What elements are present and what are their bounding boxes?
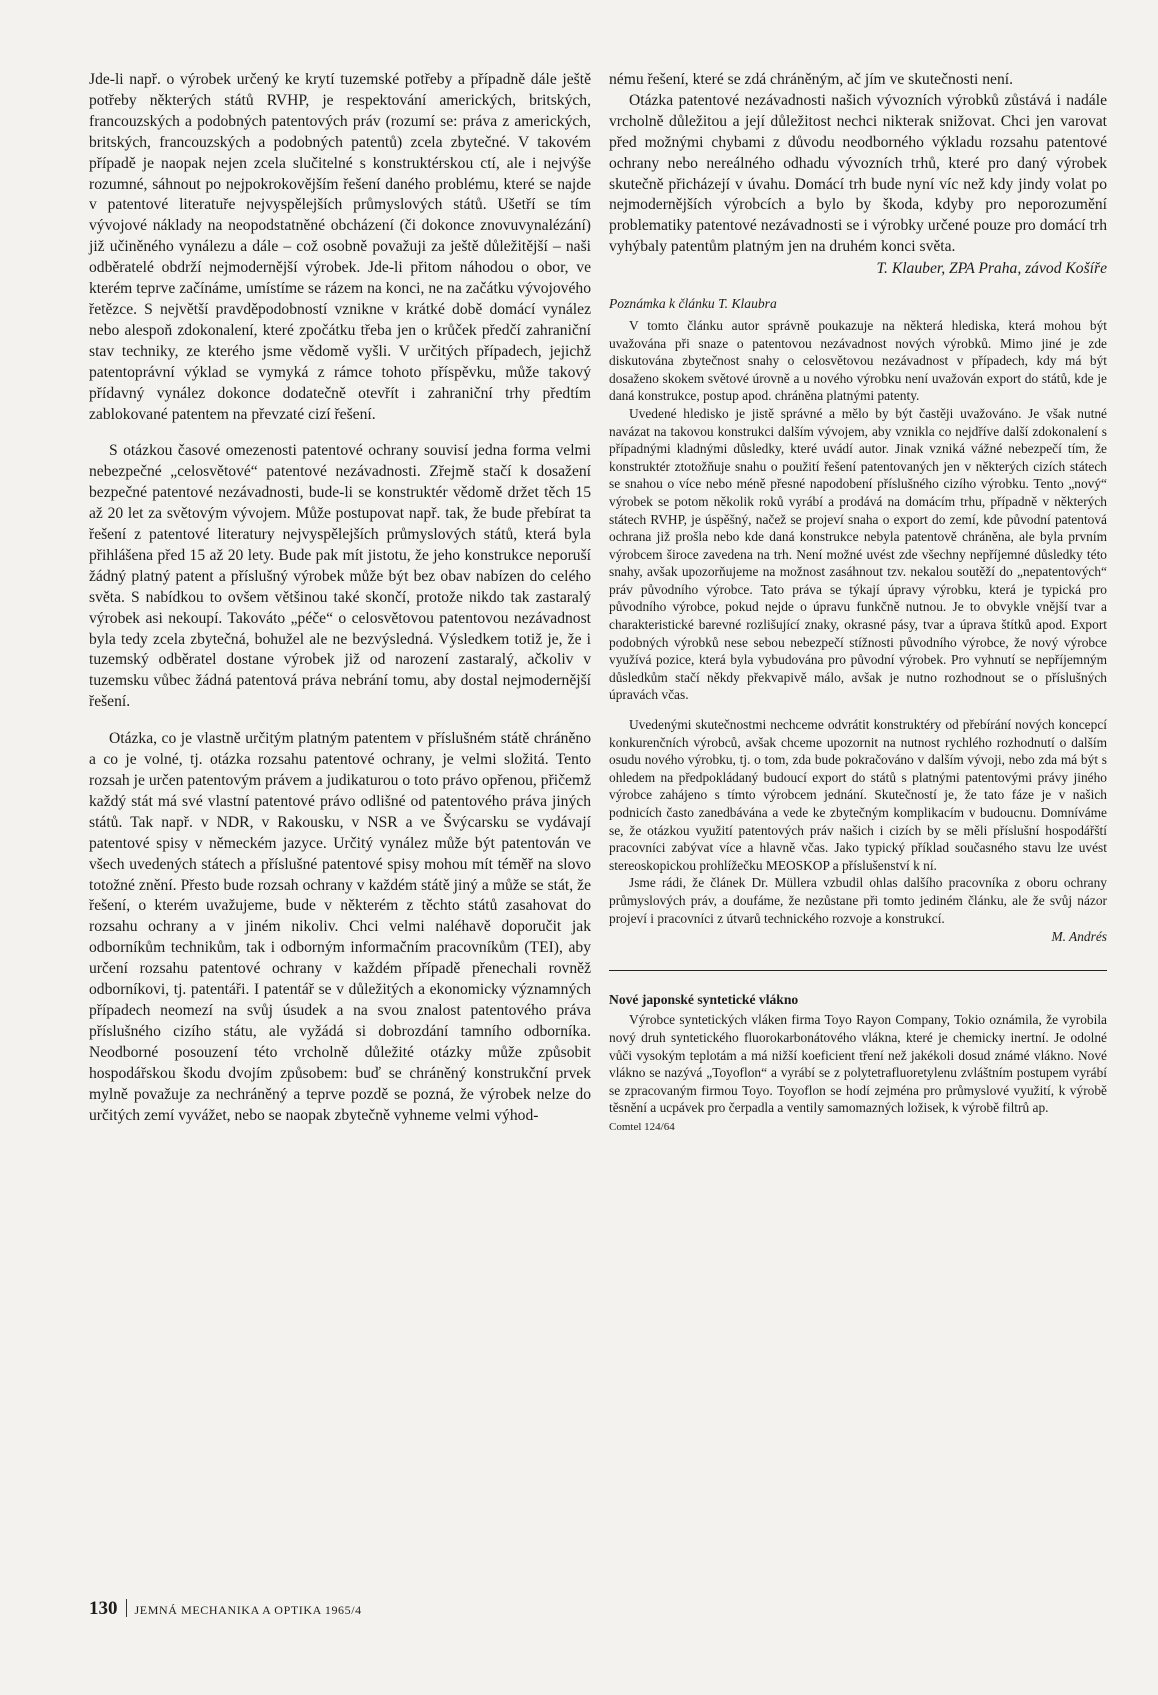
news-box xyxy=(609,991,1107,1137)
paragraph: Jde-li např. o výrobek určený ke krytí tuzemské potřeby a případně dále ještě potřeby některých států RVHP, je respektování amerických, britských, francouzských a podobných patentových práv (rozumí se: práva z amerických, britských, francouzských a podobných patentů) zcela zbytečné. V takovém případě je naopak nejen zcela slučitelné s konstruktérskou ctí, ale i nejvýše rozumné, sáhnout po nejpokrokovějším řešení daného problému, které se najde v patentové literatuře nejvyspělejších průmyslových států. Ušetří se tím vývojové náklady na neopodstatněné obcházení (či dokonce znovuvynalézání) již učiněného vynálezu a dále – což osobně považuji za ještě důležitější – naši odběratelé obdrží nejmodernější výrobek. Jde-li přitom náhodou o obor, ve kterém teprve začínáme, umístíme se rázem na konci, ne na začátku vývojového řetězce. S největší pravděpodobností vznikne v krátké době domácí vynález nebo alespoň zdokonalení, které zpočátku třeba jen o krůček předčí zahraniční stav techniky, ze kterého jsme vědomě vyšli. V určitých případech, jejichž patentoprávní výklad se vymyká z rámce tohoto příspěvku, může takový přídavný vynález dokonce dodatečně otevřít i zahraniční trhy předtím zablokované patentem na převzaté cizí řešení. xyxy=(89,71,591,423)
paragraph: Uvedenými skutečnostmi nechceme odvrátit konstruktéry od přebírání nových koncepcí konkurenčních výrobců, avšak chceme upozornit na nutnost rychlého rozhodnutí o dalším osudu nového výrobku, tj. o tom, zda bude pokračováno v dalším vývoji, nebo zda má být s ohledem na předpokládaný budoucí export do států s platnými patentovými právy jiného výrobce zahájeno s tímto výrobcem jednání. Skutečností je, že tato fáze je v našich podnicích často zanedbávána a vede ke zbytečným komplikacím v budoucnu. Domníváme se, že otázkou využití patentových práv našich i cizích by se měli příslušní hospodářští pracovníci zabývat více a hlavně včas. Jako typický příklad současného stavu lze uvést stereoskopickou prohlížečku MEOSKOP a příslušenství k ní. xyxy=(609,717,1107,873)
footer-separator xyxy=(126,1599,127,1617)
paragraph: Uvedené hledisko je jistě správné a mělo by být častěji uvažováno. Je však nutné navázat na takovou konstrukci dalším vývojem, aby vznikla co nejdříve další zdokonalení s případnými kladnými důsledky, které uvádí autor. Jinak vzniká vážné nebezpečí tím, že konstruktér ztotožňuje snahu o použití řešení patentovaných jen v některých cizích státech se snahou o více nebo méně přesné napodobení příslušného cizího výrobku. Tento „nový“ výrobek se potom několik roků vyrábí a prodává na domácím trhu, případně v některých státech RVHP, je úspěšný, načež se projeví snaha o export do zemí, kde původní patentová ochrana již prošla nebo kde daná konstrukce nebyla patentově chráněna, ale byla prvním výrobcem široce zavedena na trh. Není možné uvést zde všechny nepříjemné důsledky této snahy, avšak upozorňujeme na možnost zasáhnout tzv. nekalou soutěží do „nepatentových“ práv původního výrobce. Tato práva se týkají úpravy výrobku, která je typická pro původního výrobce, pokud nejde o úpravu funkčně nutnou. Je to obvykle vnější tvar a charakteristické barevné rozlišující znaky, okrasné pásy, tvar a úprava štítků apod. Export podobných výrobků nese sebou nebezpečí stížnosti původního výrobce, že nový výrobce využívá pozice, která byla vybudována pro původní výrobek. Pro vyhnutí se nepříjemným důsledkům stačí někdy překvapivě málo, avšak je nutno rozhodnout se o příslušných úpravách včas. xyxy=(609,405,1107,703)
paragraph: Jsme rádi, že článek Dr. Müllera vzbudil ohlas dalšího pracovníka z oboru ochrany průmyslových práv, a doufáme, že nezůstane při tomto jediném článku, ale že svůj názor projeví i pracovníci z útvarů technického rozvoje a konstrukcí. xyxy=(609,875,1107,926)
paragraph: nému řešení, které se zdá chráněným, ač jím ve skutečnosti není. xyxy=(609,71,1013,88)
author-signature: T. Klauber, ZPA Praha, závod Košíře xyxy=(876,260,1107,278)
paragraph: S otázkou časové omezenosti patentové ochrany souvisí jedna forma velmi nebezpečné „celosvětové“ patentové nezávadnosti. Zřejmě stačí k dosažení bezpečné patentové nezávadnosti, bude-li se konstruktér vědomě držet těch 15 až 20 let za světovým vývojem. Může postupovat např. tak, že bude přebírat ta řešení z patentové literatury nejvyspělejších průmyslových států, která byla přihlášena před 15 až 20 lety. Bude pak mít jistotu, že jeho konstrukce neporuší žádný platný patent a příslušný výrobek může být bez obav nabízen do celého světa. S nabídkou to ovšem většinou také skončí, protože nikdo tak zastaralý výrobek asi nekoupí. Takováto „péče“ o celosvětovou patentovou nezávadnost byla tedy zcela zbytečná, bohužel ale ne bezvýsledná. Výsledkem totiž je, že i tuzemský odběratel dostane výrobek již od narození zastaralý, ačkoliv v tuzemsku vůbec žádná patentová práva nebrání tomu, aby dostal nejmodernější řešení. xyxy=(89,442,591,711)
divider xyxy=(609,970,1107,971)
author-signature: M. Andrés xyxy=(1051,929,1107,945)
left-column xyxy=(89,70,591,1126)
paragraph: Výrobce syntetických vláken firma Toyo Rayon Company, Tokio oznámila, že vyrobila nový druh syntetického fluorokarbonátového vlákna, které je chemicky inertní. Je odolné vůči vysokým teplotám a má nižší koeficient tření než jakékoli dosud známé vlákno. Nové vlákno se nazývá „Toyoflon“ a vyrábí se z polytetrafluoretylenu zvláštním postupem vyrábí se zpracovaným firmou Toyo. Toyoflon se hodí zejména pro průmyslové využití, k výrobě těsnění a ucpávek pro čerpadla a ventily samomazných ložisek, k výrobě filtrů ap. xyxy=(609,1012,1107,1116)
paragraph: V tomto článku autor správně poukazuje na některá hlediska, která mohou být uvažována při snaze o patentovou nezávadnost nových výrobků. Mimo jiné je zde diskutována zbytečnost snahy o celosvětovou nezávadnost v případech, kdy má být dosaženo skokem světové úrovně a u nového výrobku není uvažován export do států, kde je daná konstrukce, postup apod. chráněna platnými patenty. xyxy=(609,317,1107,404)
source-reference: Comtel 124/64 xyxy=(609,1120,675,1133)
paragraph: Otázka patentové nezávadnosti našich vývozních výrobků zůstává i nadále vrcholně důležitou a její důležitost nechci nikterak snižovat. Chci jen varovat před možnými chybami z důvodu neodborného výkladu rozsahu patentové ochrany nebo nereálného odhadu vývozních trhů, které pro daný výrobek skutečně přicházejí v úvahu. Domácí trh bude nyní víc než kdy jindy volat po nejmodernějších výrobcích a bylo by škoda, kdyby pro neporozumění problematiky patentové nezávadnosti se i výrobky určené pouze pro domácí trh vyhýbaly patentům platným jen na druhém konci světa. xyxy=(609,91,1107,256)
page-number: 130 xyxy=(89,1598,118,1619)
right-column xyxy=(609,70,1107,1137)
note-heading: Poznámka k článku T. Klaubra xyxy=(609,296,777,312)
news-heading: Nové japonské syntetické vlákno xyxy=(609,991,799,1007)
journal-title: JEMNÁ MECHANIKA A OPTIKA 1965/4 xyxy=(134,1603,362,1617)
note-block xyxy=(609,317,1107,946)
paragraph: Otázka, co je vlastně určitým platným patentem v příslušném státě chráněno a co je volné, tj. otázka rozsahu patentové ochrany, je velmi složitá. Tento rozsah je určen patentovým právem a judikaturou o toto právo opřenou, přičemž každý stát má své vlastní patentové právo odlišné od patentového práva jiných států. Tak např. v NDR, v Rakousku, v NSR a ve Švýcarsku se vydávají patentové spisy v německém jazyce. Určitý vynález může být patentován ve všech uvedených státech a příslušné patentové spisy mohou mít téměř na slovo totožné znění. Přesto bude rozsah ochrany v každém státě jiný a může se stát, že řešení, o kterém uvažujeme, bude v některém z těchto států zasahovat do rozsahu ochrany a v jiném nikoliv. Chci velmi naléhavě doporučit jak odborníkům technikům, tak i odborným informačním pracovníkům (TEI), aby určení rozsahu patentové ochrany v každém případě přenechali rovněž odborníkovi, tj. patentáři. I patentář se v důležitých a ekonomicky významných případech neomezí na svůj úsudek a na svou znalost patentového práva příslušného cizího státu, ale vyžádá si dobrozdání tamního odborníka. Neodborné posouzení této vrcholně důležité otázky může způsobit hospodářskou škodu dvojím způsobem: buď se chráněný konstrukční prvek mylně považuje za nechráněný a teprve pozdě se pozná, že výrobek nelze do určitých zemí vyvážet, nebo se naopak zbytečně vyhneme velmi výhod- xyxy=(89,730,591,1124)
page-footer xyxy=(89,1598,362,1620)
